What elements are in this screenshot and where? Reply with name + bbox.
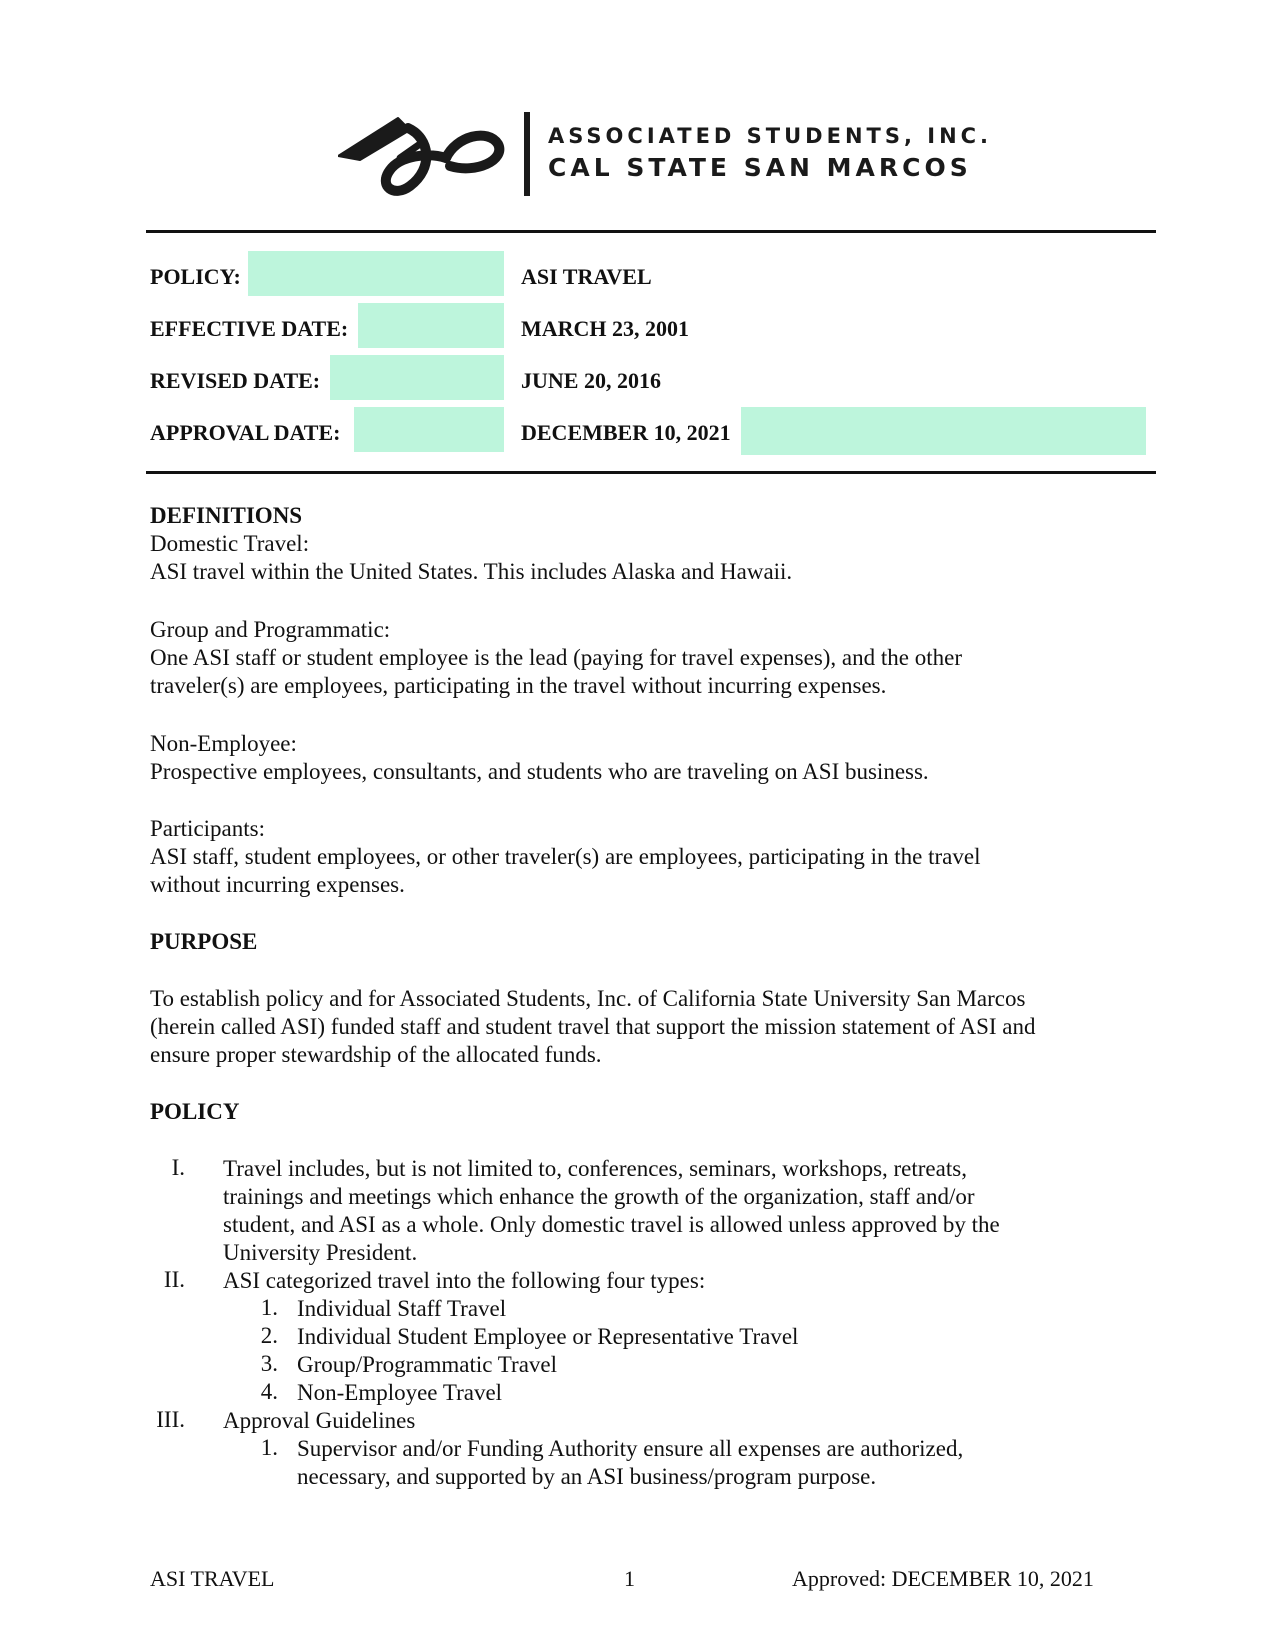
definitions-heading: DEFINITIONS [150, 503, 303, 528]
footer-title: ASI TRAVEL [150, 1566, 275, 1591]
highlight-block [354, 407, 504, 452]
highlight-block [358, 303, 504, 348]
definition-term: Domestic Travel: [150, 531, 310, 556]
policy-item-text: Approval Guidelines [223, 1408, 416, 1433]
page-number: 1 [624, 1566, 635, 1591]
definition-term: Non-Employee: [150, 731, 297, 756]
bottom-divider [146, 471, 1156, 474]
definition-text: ASI staff, student employees, or other traveler(s) are employees, participating in the travel [150, 844, 981, 869]
list-number: 4. [260, 1379, 278, 1404]
effective-date-value: MARCH 23, 2001 [521, 316, 690, 341]
policy-item-text: University President. [223, 1240, 418, 1265]
footer-approved: Approved: DECEMBER 10, 2021 [792, 1566, 1094, 1591]
purpose-heading: PURPOSE [150, 929, 258, 954]
list-item: necessary, and supported by an ASI business/program purpose. [297, 1464, 877, 1489]
effective-date-label: EFFECTIVE DATE: [150, 316, 349, 341]
revised-date-value: JUNE 20, 2016 [521, 368, 661, 393]
purpose-text: ensure proper stewardship of the allocated funds. [150, 1042, 602, 1067]
list-item: Individual Student Employee or Representative Travel [297, 1324, 799, 1349]
definition-term: Participants: [150, 816, 265, 841]
approval-date-label: APPROVAL DATE: [150, 420, 341, 445]
list-item: Individual Staff Travel [297, 1296, 507, 1321]
definition-text: Prospective employees, consultants, and students who are traveling on ASI business. [150, 759, 929, 784]
highlight-block [741, 407, 1146, 455]
roman-numeral: III. [156, 1407, 185, 1432]
list-number: 1. [260, 1435, 278, 1460]
highlight-block [330, 355, 504, 400]
approval-date-value: DECEMBER 10, 2021 [521, 420, 731, 445]
definition-text: traveler(s) are employees, participating in the travel without incurring expenses. [150, 673, 887, 698]
policy-heading: POLICY [150, 1099, 240, 1124]
org-name-line2: CAL STATE SAN MARCOS [548, 153, 972, 182]
top-divider [146, 230, 1156, 233]
definition-term: Group and Programmatic: [150, 617, 391, 642]
list-item: Non-Employee Travel [297, 1380, 503, 1405]
roman-numeral: II. [163, 1267, 185, 1292]
policy-value: ASI TRAVEL [521, 264, 652, 289]
list-number: 2. [260, 1323, 278, 1348]
definition-text: without incurring expenses. [150, 872, 405, 897]
list-item: Supervisor and/or Funding Authority ensure all expenses are authorized, [297, 1436, 964, 1461]
revised-date-label: REVISED DATE: [150, 368, 321, 393]
definition-text: One ASI staff or student employee is the lead (paying for travel expenses), and the other [150, 645, 962, 670]
highlight-block [248, 251, 504, 296]
policy-item-text: Travel includes, but is not limited to, conferences, seminars, workshops, retreats, [223, 1156, 967, 1181]
org-name-line1: ASSOCIATED STUDENTS, INC. [548, 124, 993, 148]
definition-text: ASI travel within the United States. This includes Alaska and Hawaii. [150, 559, 793, 584]
roman-numeral: I. [171, 1155, 185, 1180]
policy-label: POLICY: [150, 264, 241, 289]
list-number: 1. [260, 1295, 278, 1320]
list-number: 3. [260, 1351, 278, 1376]
list-item: Group/Programmatic Travel [297, 1352, 557, 1377]
policy-item-text: ASI categorized travel into the following four types: [223, 1268, 706, 1293]
purpose-text: To establish policy and for Associated Students, Inc. of California State University San Marcos [150, 986, 1026, 1011]
purpose-text: (herein called ASI) funded staff and student travel that support the mission statement of ASI and [150, 1014, 1036, 1039]
policy-item-text: student, and ASI as a whole. Only domestic travel is allowed unless approved by the [223, 1212, 1000, 1237]
policy-item-text: trainings and meetings which enhance the growth of the organization, staff and/or [223, 1184, 975, 1209]
